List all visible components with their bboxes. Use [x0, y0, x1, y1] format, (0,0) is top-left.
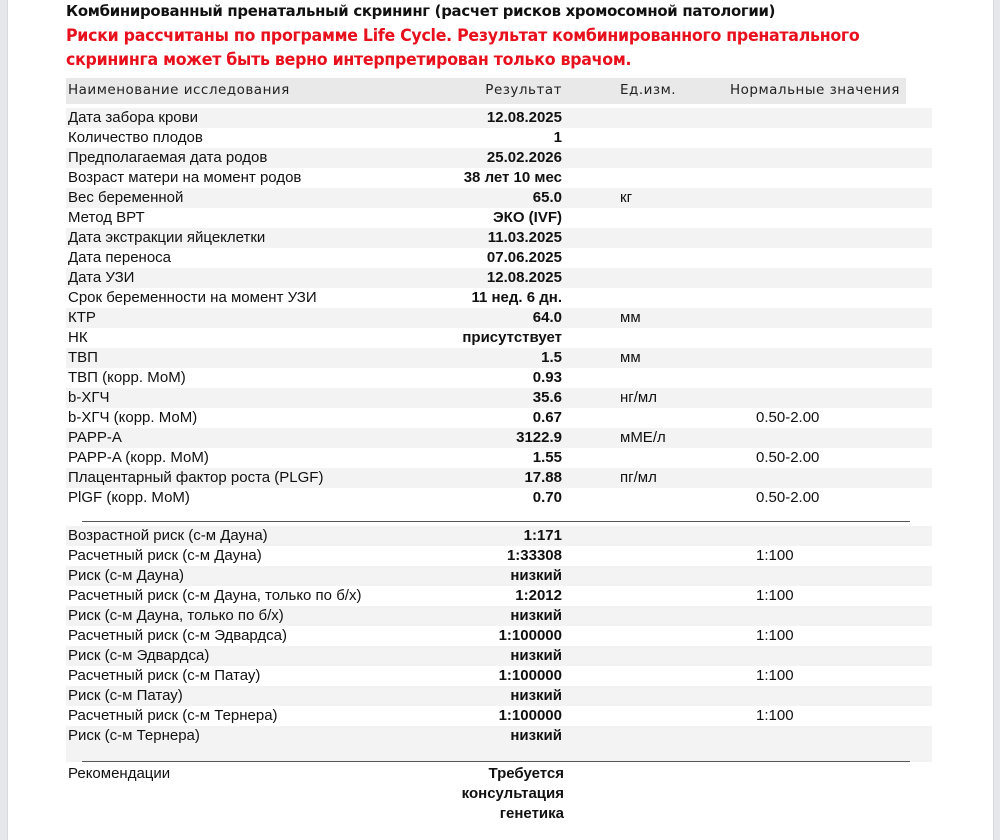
cell-result: присутствует — [462, 329, 562, 346]
cell-name: Риск (с-м Патау) — [68, 687, 183, 704]
cell-name: КТР — [68, 309, 96, 326]
cell-name: Расчетный риск (с-м Эдвардса) — [68, 627, 288, 644]
recommendation-label: Рекомендации — [68, 765, 171, 782]
cell-result: низкий — [510, 727, 562, 744]
cell-name: Расчетный риск (с-м Тернера) — [68, 707, 278, 724]
header-result: Результат — [485, 82, 562, 98]
cell-result: 38 лет 10 мес — [463, 169, 562, 186]
table-row — [66, 308, 932, 328]
cell-name: Предполагаемая дата родов — [68, 149, 268, 166]
cell-name: b-ХГЧ — [68, 389, 110, 406]
cell-name: Количество плодов — [68, 129, 203, 146]
cell-name: b-ХГЧ (корр. МоМ) — [68, 409, 198, 426]
cell-name: Дата переноса — [68, 249, 172, 266]
cell-result: 1:100000 — [498, 627, 562, 644]
cell-name: Дата забора крови — [68, 109, 198, 126]
cell-norm: 1:100 — [756, 667, 794, 684]
header-unit: Ед.изм. — [620, 82, 677, 98]
table-row — [66, 328, 932, 348]
cell-result: 3122.9 — [516, 429, 562, 446]
cell-result: ЭКО (IVF) — [493, 209, 562, 226]
cell-unit: пг/мл — [620, 469, 657, 486]
cell-result: 65.0 — [532, 189, 562, 206]
table-header — [66, 78, 906, 104]
cell-result: 1:100000 — [498, 707, 562, 724]
cell-name: Срок беременности на момент УЗИ — [68, 289, 317, 306]
table-row — [66, 148, 932, 168]
table-row — [66, 228, 932, 248]
table-row — [66, 666, 932, 686]
cell-unit: кг — [620, 189, 633, 206]
cell-norm: 1:100 — [756, 707, 794, 724]
table-row — [66, 208, 932, 228]
cell-result: 1:2012 — [515, 587, 562, 604]
cell-result: 0.67 — [532, 409, 562, 426]
table-row — [66, 726, 932, 762]
cell-name: Риск (с-м Эдвардса) — [68, 647, 210, 664]
table-row — [66, 646, 932, 666]
warning-line-1: Риски рассчитаны по программе Life Cycle. Результат комбинированного пренатального — [66, 26, 860, 46]
section-divider — [82, 521, 910, 522]
cell-result: 0.93 — [532, 369, 562, 386]
cell-name: PAPP-A — [68, 429, 122, 446]
cell-result: 1 — [553, 129, 562, 146]
table-row — [66, 108, 932, 128]
cell-name: Дата экстракции яйцеклетки — [68, 229, 266, 246]
cell-name: Расчетный риск (с-м Дауна, только по б/х) — [68, 587, 362, 604]
cell-unit: мм — [620, 349, 641, 366]
cell-name: PAPP-A (корр. МоМ) — [68, 449, 209, 466]
table-row — [66, 288, 932, 308]
recommendation-line: Требуется — [488, 765, 564, 782]
cell-name: ТВП (корр. МоМ) — [68, 369, 186, 386]
cell-name: Вес беременной — [68, 189, 184, 206]
table-row — [66, 488, 932, 508]
cell-name: ТВП — [68, 349, 98, 366]
measurements-table — [66, 108, 934, 508]
cell-result: 64.0 — [532, 309, 562, 326]
screening-report — [66, 0, 934, 822]
table-row — [66, 586, 932, 606]
table-row — [66, 546, 932, 566]
table-row — [66, 128, 932, 148]
cell-name: Дата УЗИ — [68, 269, 135, 286]
cell-result: 1:33308 — [506, 547, 562, 564]
cell-name: Возрастной риск (с-м Дауна) — [68, 527, 268, 544]
cell-norm: 0.50-2.00 — [756, 409, 820, 426]
recommendation-line: консультация — [461, 785, 564, 802]
cell-unit: нг/мл — [620, 389, 657, 406]
recommendation-value — [462, 764, 564, 824]
table-row — [66, 526, 932, 546]
table-row — [66, 408, 932, 428]
cell-result: 12.08.2025 — [486, 109, 562, 126]
recommendation-line: генетика — [499, 805, 564, 822]
table-row — [66, 686, 932, 706]
cell-result: 0.70 — [532, 489, 562, 506]
cell-result: низкий — [510, 647, 562, 664]
cell-result: 35.6 — [532, 389, 562, 406]
table-row — [66, 348, 932, 368]
cell-norm: 0.50-2.00 — [756, 489, 820, 506]
cell-name: Возраст матери на момент родов — [68, 169, 302, 186]
table-row — [66, 388, 932, 408]
table-row — [66, 168, 932, 188]
cell-result: низкий — [510, 687, 562, 704]
table-row — [66, 268, 932, 288]
table-row — [66, 428, 932, 448]
cell-name: Плацентарный фактор роста (PLGF) — [68, 469, 324, 486]
report-title: Комбинированный пренатальный скрининг (расчет рисков хромосомной патологии) — [66, 2, 776, 20]
table-row — [66, 626, 932, 646]
cell-norm: 1:100 — [756, 547, 794, 564]
cell-result: 1.55 — [532, 449, 562, 466]
table-row — [66, 448, 932, 468]
warning-line-2: скрининга может быть верно интерпретирован только врачом. — [66, 50, 632, 70]
table-row — [66, 368, 932, 388]
table-row — [66, 248, 932, 268]
cell-result: 07.06.2025 — [486, 249, 562, 266]
cell-name: Метод ВРТ — [68, 209, 145, 226]
cell-name: Риск (с-м Дауна) — [68, 567, 185, 584]
cell-result: 1:100000 — [498, 667, 562, 684]
cell-result: 1:171 — [523, 527, 562, 544]
risks-table — [66, 526, 934, 762]
cell-name: PlGF (корр. МоМ) — [68, 489, 190, 506]
table-row — [66, 468, 932, 488]
cell-name: Риск (с-м Тернера) — [68, 727, 200, 744]
header-norm: Нормальные значения — [730, 82, 900, 98]
table-row — [66, 606, 932, 626]
table-row — [66, 706, 932, 726]
cell-result: 25.02.2026 — [486, 149, 562, 166]
cell-unit: мМЕ/л — [620, 429, 666, 446]
cell-name: НК — [68, 329, 88, 346]
cell-result: низкий — [510, 567, 562, 584]
table-row — [66, 188, 932, 208]
cell-name: Риск (с-м Дауна, только по б/х) — [68, 607, 284, 624]
section-divider — [82, 761, 910, 762]
cell-result: низкий — [510, 607, 562, 624]
cell-result: 11.03.2025 — [487, 229, 562, 246]
cell-result: 11 нед. 6 дн. — [471, 289, 562, 306]
cell-norm: 0.50-2.00 — [756, 449, 820, 466]
cell-name: Расчетный риск (с-м Дауна) — [68, 547, 262, 564]
cell-result: 1.5 — [541, 349, 562, 366]
cell-norm: 1:100 — [756, 627, 794, 644]
right-window-edge — [993, 0, 1000, 840]
cell-result: 17.88 — [524, 469, 562, 486]
cell-result: 12.08.2025 — [486, 269, 562, 286]
cell-norm: 1:100 — [756, 587, 794, 604]
table-row — [66, 566, 932, 586]
header-name: Наименование исследования — [68, 82, 290, 98]
cell-name: Расчетный риск (с-м Патау) — [68, 667, 261, 684]
cell-unit: мм — [620, 309, 641, 326]
left-window-edge — [0, 0, 8, 840]
